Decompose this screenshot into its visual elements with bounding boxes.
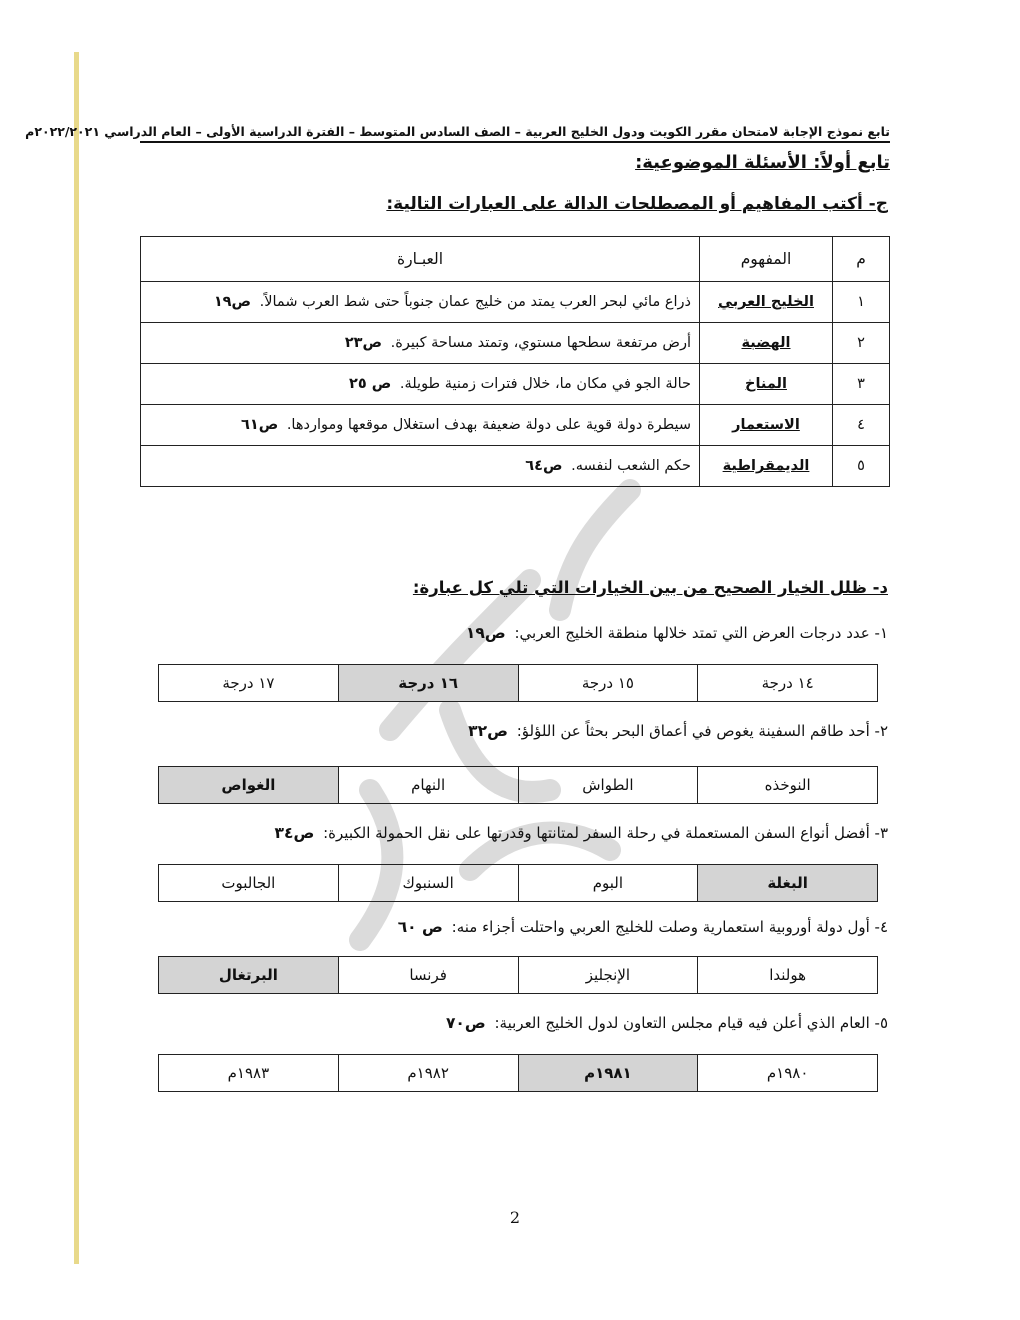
- section-d-title: د- ظلل الخيار الصحيح من بين الخيارات التي تلي كل عبارة:: [412, 578, 888, 597]
- section-title: تابع أولاً: الأسئلة الموضوعية:: [635, 152, 890, 173]
- row-statement: سيطرة دولة قوية على دولة ضعيفة بهدف استغلال موقعها ومواردها. ص٦١: [141, 405, 700, 446]
- document-header: تابع نموذج الإجابة لامتحان مقرر الكويت ودول الخليج العربية – الصف السادس المتوسط – الفترة الدراسية الأولى – العام الدراسي ٢٠٢٢/٢٠٢١م: [140, 124, 890, 143]
- options-row-3: [158, 864, 878, 902]
- section-c-title: ج- أكتب المفاهيم أو المصطلحات الدالة على العبارات التالية:: [386, 194, 888, 214]
- row-statement: حكم الشعب لنفسه. ص٦٤: [141, 446, 700, 487]
- option[interactable]: النوخذه: [697, 767, 877, 803]
- page-ref: ص٢٣: [344, 335, 383, 351]
- row-num: ٤: [833, 405, 890, 446]
- terms-table: [140, 236, 890, 487]
- option[interactable]: ١٤ درجة: [697, 665, 877, 701]
- row-num: ٢: [833, 323, 890, 364]
- options-row-1: [158, 664, 878, 702]
- options-row-2: [158, 766, 878, 804]
- page-ref: ص ٦٠: [397, 918, 443, 936]
- header-statement: العبـارة: [141, 237, 700, 282]
- row-statement: ذراع مائي لبحر العرب يمتد من خليج عمان جنوباً حتى شط العرب شمالاً. ص١٩: [141, 282, 700, 323]
- page-ref: ص١٩: [213, 294, 252, 310]
- table-row: [141, 405, 890, 446]
- option[interactable]: ١٩٨٠م: [697, 1055, 877, 1091]
- option[interactable]: الجالبوت: [221, 874, 276, 892]
- row-term: الاستعمار: [700, 405, 833, 446]
- option[interactable]: ١٩٨٢م: [338, 1055, 518, 1091]
- page-ref: ص٦٤: [525, 458, 563, 474]
- answer-sheet-page: [25, 100, 940, 1280]
- option-correct[interactable]: البغلة: [697, 865, 877, 901]
- page-ref: ص٦١: [241, 417, 279, 433]
- option-correct[interactable]: ١٩٨١م: [518, 1055, 698, 1091]
- header-num: م: [833, 237, 890, 282]
- options-row-4: [158, 956, 878, 994]
- scan-edge-strip: [74, 52, 79, 1264]
- question-3: ٣- أفضل أنواع السفن المستعملة في رحلة السفر لمتانتها وقدرتها على نقل الحمولة الكبيرة: ص٣٤: [274, 824, 888, 842]
- option-correct[interactable]: الغواص: [159, 767, 338, 803]
- question-2: ٢- أحد طاقم السفينة يغوص في أعماق البحر بحثاً عن اللؤلؤ: ص٣٢: [468, 722, 888, 740]
- row-term: الهضبة: [700, 323, 833, 364]
- question-1: ١- عدد درجات العرض التي تمتد خلالها منطقة الخليج العربي: ص١٩: [465, 624, 888, 642]
- option[interactable]: البوم: [518, 865, 698, 901]
- row-statement: أرض مرتفعة سطحها مستوي، وتمتد مساحة كبيرة. ص٢٣: [141, 323, 700, 364]
- table-row: [141, 364, 890, 405]
- row-term: المناخ: [700, 364, 833, 405]
- row-term: الديمقراطية: [700, 446, 833, 487]
- row-num: ١: [833, 282, 890, 323]
- table-header-row: [141, 237, 890, 282]
- table-row: [141, 323, 890, 364]
- question-4: ٤- أول دولة أوروبية استعمارية وصلت للخليج العربي واحتلت أجزاء منه: ص ٦٠: [397, 918, 888, 936]
- options-row-5: [158, 1054, 878, 1092]
- option[interactable]: ١٧ درجة: [222, 674, 275, 692]
- row-num: ٥: [833, 446, 890, 487]
- option[interactable]: هولندا: [697, 957, 877, 993]
- option[interactable]: الطواش: [518, 767, 698, 803]
- row-num: ٣: [833, 364, 890, 405]
- option[interactable]: فرنسا: [338, 957, 518, 993]
- option-correct[interactable]: ١٦ درجة: [338, 665, 518, 701]
- row-statement: حالة الجو في مكان ما، خلال فترات زمنية طويلة. ص ٢٥: [141, 364, 700, 405]
- page-ref: ص٣٤: [274, 824, 315, 842]
- page-ref: ص٣٢: [468, 722, 508, 740]
- row-term: الخليج العربي: [700, 282, 833, 323]
- option-correct[interactable]: البرتغال: [159, 957, 338, 993]
- option[interactable]: ١٩٨٣م: [227, 1064, 270, 1082]
- page-ref: ص ٢٥: [348, 376, 392, 392]
- table-row: [141, 446, 890, 487]
- option[interactable]: ١٥ درجة: [518, 665, 698, 701]
- table-row: [141, 282, 890, 323]
- header-term: المفهوم: [700, 237, 833, 282]
- page-number: 2: [509, 1208, 521, 1227]
- option[interactable]: السنبوك: [338, 865, 518, 901]
- option[interactable]: الإنجليز: [518, 957, 698, 993]
- page-ref: ص٧٠: [445, 1014, 486, 1032]
- option[interactable]: النهام: [338, 767, 518, 803]
- question-5: ٥- العام الذي أعلن فيه قيام مجلس التعاون لدول الخليج العربية: ص٧٠: [445, 1014, 888, 1032]
- page-ref: ص١٩: [465, 624, 506, 642]
